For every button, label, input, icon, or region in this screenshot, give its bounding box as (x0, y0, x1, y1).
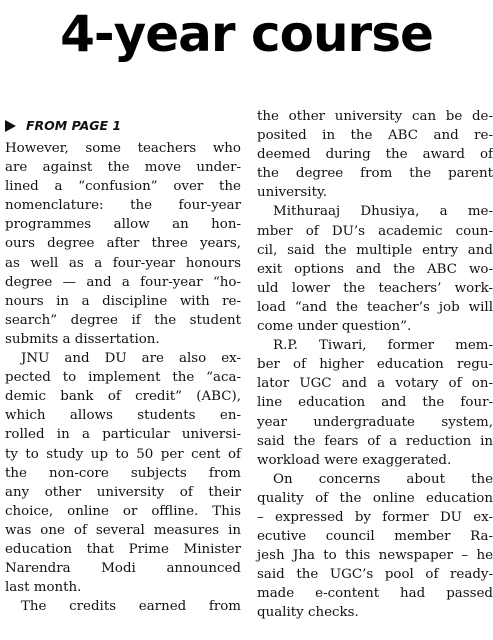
text-line: university. (257, 185, 327, 201)
article-column-right (257, 107, 493, 623)
text-line: ber of higher education regu- (257, 357, 493, 373)
text-line: the degree from the parent (257, 166, 493, 182)
text-line: said the fears of a reduction in (257, 433, 493, 449)
text-line: line education and the four- (257, 395, 493, 411)
text-line: year undergraduate system, (257, 414, 493, 430)
left-column-text (5, 139, 241, 616)
right-column-text (257, 107, 493, 623)
text-line: cil, said the multiple entry and (257, 242, 493, 258)
text-line: search” degree if the student (5, 312, 241, 328)
headline: 4-year course (60, 5, 433, 63)
text-line: quality checks. (257, 605, 359, 621)
text-line: ecutive council member Ra- (257, 529, 493, 545)
text-line: said the UGC’s pool of ready- (257, 567, 493, 583)
text-line: Mithuraaj Dhusiya, a me- (273, 204, 493, 220)
text-line: exit options and the ABC wo- (257, 261, 493, 277)
text-line: Narendra Modi announced (5, 561, 241, 577)
text-line: jesh Jha to this newspaper – he (257, 548, 493, 564)
text-line: workload were exaggerated. (257, 452, 452, 468)
text-line: rolled in a particular universi- (5, 427, 241, 443)
text-line: pected to implement the “aca- (5, 370, 241, 386)
text-line: load “and the teacher’s job will (257, 299, 493, 315)
text-line: which allows students en- (5, 408, 241, 424)
text-line: any other university of their (5, 484, 241, 500)
text-line: ty to study up to 50 per cent of (5, 446, 241, 462)
text-line: posited in the ABC and re- (257, 128, 493, 144)
text-line: made e-content had passed (257, 586, 493, 602)
text-line: R.P. Tiwari, former mem- (273, 338, 493, 354)
text-line: the other university can be de- (257, 109, 493, 124)
text-line: submits a dissertation. (5, 331, 160, 347)
text-line: However, some teachers who (5, 141, 241, 156)
text-line: degree — and a four-year “ho- (5, 274, 241, 290)
text-line: The credits earned from (21, 599, 241, 615)
text-line: – expressed by former DU ex- (257, 509, 493, 525)
text-line: programmes allow an hon- (5, 217, 241, 233)
text-line: demic bank of credit” (ABC), (5, 389, 241, 405)
text-line: deemed during the award of (257, 147, 493, 163)
text-line: quality of the online education (257, 490, 493, 506)
text-line: the non-core subjects from (5, 465, 241, 481)
text-line: come under question”. (257, 319, 412, 335)
continued-from-label (5, 116, 241, 135)
text-line: as well as a four-year honours (5, 255, 241, 271)
text-line: mber of DU’s academic coun- (257, 223, 493, 239)
text-line: last month. (5, 580, 82, 596)
article-column-left (5, 116, 241, 616)
triangle-bullet-icon (5, 120, 16, 132)
text-line: nours in a discipline with re- (5, 293, 241, 309)
text-line: ours degree after three years, (5, 236, 241, 252)
text-line: are against the move under- (5, 160, 241, 176)
text-line: On concerns about the (273, 471, 493, 487)
text-line: lined a “confusion” over the (5, 179, 241, 195)
text-line: choice, online or offline. This (5, 503, 241, 519)
text-line: was one of several measures in (5, 522, 241, 538)
kicker-text: FROM PAGE 1 (26, 118, 122, 133)
text-line: lator UGC and a votary of on- (257, 376, 493, 392)
text-line: nomenclature: the four-year (5, 198, 241, 214)
text-line: education that Prime Minister (5, 541, 241, 557)
text-line: JNU and DU are also ex- (21, 351, 241, 367)
text-line: uld lower the teachers’ work- (257, 280, 493, 296)
